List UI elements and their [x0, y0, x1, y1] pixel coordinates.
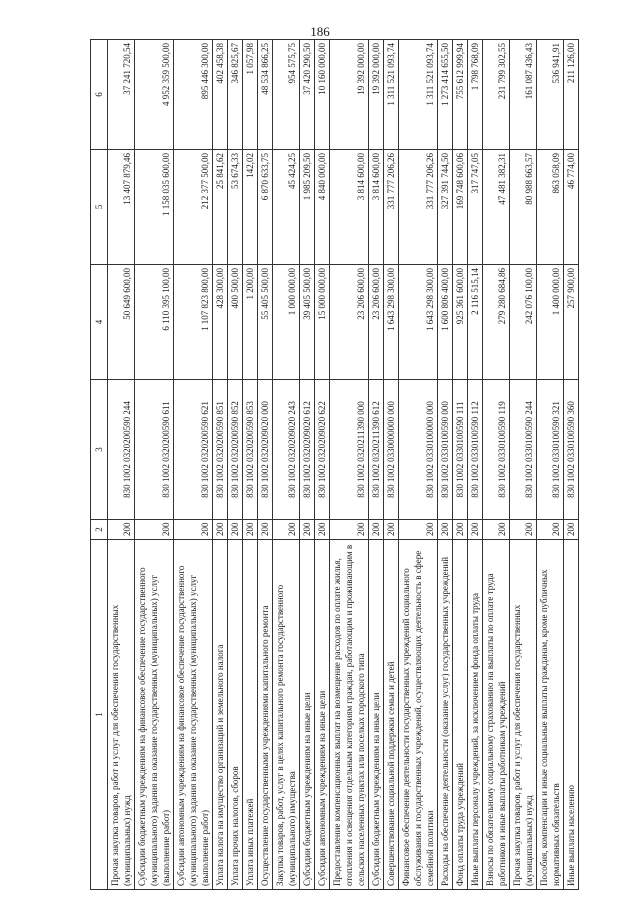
header-cell: 6 [91, 40, 108, 150]
row-col2-cell: 200 [174, 520, 213, 540]
row-col2-cell: 200 [300, 520, 315, 540]
row-name-cell: Финансовое обеспечение деятельности государственных учреждений социального обслуживания и государственных учреждений, осуществляющих деятельность в сфере семейной политики [399, 540, 438, 890]
row-name-cell: Уплата иных платежей [243, 540, 258, 890]
row-unexecuted-cell: 954 575,75 [273, 40, 300, 150]
row-executed-cell: 3 814 600,00 [369, 150, 384, 265]
row-col2-cell: 200 [213, 520, 228, 540]
row-executed-cell: 53 674,33 [228, 150, 243, 265]
row-col2-cell: 200 [564, 520, 579, 540]
row-code-cell: 830 1002 0330100590 244 [510, 380, 537, 520]
row-unexecuted-cell: 211 126,00 [564, 40, 579, 150]
row-unexecuted-cell: 1 798 768,09 [468, 40, 483, 150]
row-approved-cell: 6 110 395 100,00 [135, 265, 174, 380]
row-executed-cell: 142,02 [243, 150, 258, 265]
row-unexecuted-cell: 755 612 999,94 [453, 40, 468, 150]
row-name-cell: Субсидии автономным учреждениям на финансовое обеспечение государственного (муниципального) задания на оказание государственных (муниципальных) услуг (выполнение работ) [174, 540, 213, 890]
header-cell: 5 [91, 150, 108, 265]
row-code-cell: 830 1002 0320200590 244 [108, 380, 135, 520]
row-unexecuted-cell: 402 458,38 [213, 40, 228, 150]
row-executed-cell: 169 748 600,06 [453, 150, 468, 265]
row-code-cell: 830 1002 0320209020 622 [315, 380, 330, 520]
row-col2-cell: 200 [315, 520, 330, 540]
row-executed-cell: 47 481 382,31 [483, 150, 510, 265]
row-approved-cell: 15 000 000,00 [315, 265, 330, 380]
row-col2-cell: 200 [510, 520, 537, 540]
row-approved-cell: 39 405 500,00 [300, 265, 315, 380]
row-executed-cell: 863 058,09 [537, 150, 564, 265]
row-unexecuted-cell: 895 446 300,00 [174, 40, 213, 150]
row-col2-cell: 200 [468, 520, 483, 540]
row-col2-cell: 200 [273, 520, 300, 540]
row-col2-cell: 200 [453, 520, 468, 540]
row-code-cell: 830 1002 0320211390 612 [369, 380, 384, 520]
row-approved-cell: 257 900,00 [564, 265, 579, 380]
row-code-cell: 830 1002 0320209020 000 [258, 380, 273, 520]
header-cell: 3 [91, 380, 108, 520]
table-row [453, 40, 468, 890]
row-name-cell: Прочая закупка товаров, работ и услуг для обеспечения государственных (муниципальных) нужд [510, 540, 537, 890]
row-unexecuted-cell: 19 392 000,00 [330, 40, 369, 150]
row-executed-cell: 6 870 633,75 [258, 150, 273, 265]
row-code-cell: 830 1002 0330100590 360 [564, 380, 579, 520]
row-code-cell: 830 1002 0330100590 119 [483, 380, 510, 520]
row-unexecuted-cell: 1 311 521 093,74 [384, 40, 399, 150]
table-row [243, 40, 258, 890]
row-code-cell: 830 1002 0330100590 112 [468, 380, 483, 520]
row-executed-cell: 212 377 500,00 [174, 150, 213, 265]
row-name-cell: Иные выплаты населению [564, 540, 579, 890]
row-executed-cell: 1 158 035 600,00 [135, 150, 174, 265]
row-name-cell: Уплата налога на имущество организаций и земельного налога [213, 540, 228, 890]
row-name-cell: Субсидии бюджетным учреждениям на иные цели [300, 540, 315, 890]
row-code-cell: 830 1002 0320209020 243 [273, 380, 300, 520]
table-row [228, 40, 243, 890]
row-name-cell: Пособия, компенсации и иные социальные выплаты гражданам, кроме публичных нормативных обязательств [537, 540, 564, 890]
table-row [300, 40, 315, 890]
row-executed-cell: 3 814 600,00 [330, 150, 369, 265]
row-executed-cell: 13 407 879,46 [108, 150, 135, 265]
row-code-cell: 830 1002 0330100000 000 [399, 380, 438, 520]
row-approved-cell: 400 500,00 [228, 265, 243, 380]
table-row [135, 40, 174, 890]
table-row [213, 40, 228, 890]
row-approved-cell: 1 200,00 [243, 265, 258, 380]
row-code-cell: 830 1002 0320200590 851 [213, 380, 228, 520]
row-col2-cell: 200 [438, 520, 453, 540]
row-unexecuted-cell: 346 825,67 [228, 40, 243, 150]
row-executed-cell: 80 988 663,57 [510, 150, 537, 265]
row-approved-cell: 1 600 806 400,00 [438, 265, 453, 380]
row-col2-cell: 200 [483, 520, 510, 540]
row-code-cell: 830 1002 0320211390 000 [330, 380, 369, 520]
row-approved-cell: 1 000 000,00 [273, 265, 300, 380]
row-col2-cell: 200 [258, 520, 273, 540]
header-row [91, 40, 108, 890]
row-name-cell: Расходы на обеспечение деятельности (оказание услуг) государственных учреждений [438, 540, 453, 890]
row-name-cell: Субсидии бюджетным учреждениям на иные цели [369, 540, 384, 890]
budget-table [90, 39, 579, 890]
row-name-cell: Уплата прочих налогов, сборов [228, 540, 243, 890]
row-unexecuted-cell: 19 392 000,00 [369, 40, 384, 150]
row-approved-cell: 242 076 100,00 [510, 265, 537, 380]
row-unexecuted-cell: 1 311 521 093,74 [399, 40, 438, 150]
row-executed-cell: 331 777 206,26 [384, 150, 399, 265]
row-code-cell: 830 1002 0320200590 621 [174, 380, 213, 520]
row-approved-cell: 428 300,00 [213, 265, 228, 380]
header-cell: 4 [91, 265, 108, 380]
row-col2-cell: 200 [108, 520, 135, 540]
row-name-cell: Фонд оплаты труда учреждений [453, 540, 468, 890]
table-row [438, 40, 453, 890]
row-unexecuted-cell: 231 799 302,55 [483, 40, 510, 150]
row-approved-cell: 1 107 823 800,00 [174, 265, 213, 380]
row-code-cell: 830 1002 0330100590 000 [438, 380, 453, 520]
row-name-cell: Совершенствование социальной поддержки семьи и детей [384, 540, 399, 890]
table-row [258, 40, 273, 890]
row-executed-cell: 45 424,25 [273, 150, 300, 265]
table-row [369, 40, 384, 890]
row-col2-cell: 200 [243, 520, 258, 540]
header-cell: 1 [91, 540, 108, 890]
row-code-cell: 830 1002 0330100590 111 [453, 380, 468, 520]
row-col2-cell: 200 [135, 520, 174, 540]
header-cell: 2 [91, 520, 108, 540]
row-unexecuted-cell: 4 952 359 500,00 [135, 40, 174, 150]
row-name-cell: Предоставление компенсационных выплат на возмещение расходов по оплате жилья, отопления и освещения отдельным категориям граждан, работающим и проживающим в сельских населенных пунктах или поселках городского типа [330, 540, 369, 890]
row-code-cell: 830 1002 0320200590 611 [135, 380, 174, 520]
row-executed-cell: 317 747,05 [468, 150, 483, 265]
row-col2-cell: 200 [228, 520, 243, 540]
row-approved-cell: 23 206 600,00 [369, 265, 384, 380]
row-executed-cell: 25 841,62 [213, 150, 228, 265]
row-executed-cell: 327 391 744,50 [438, 150, 453, 265]
row-approved-cell: 55 405 500,00 [258, 265, 273, 380]
row-approved-cell: 50 649 600,00 [108, 265, 135, 380]
row-col2-cell: 200 [399, 520, 438, 540]
row-code-cell: 830 1002 0330100590 321 [537, 380, 564, 520]
row-unexecuted-cell: 37 241 720,54 [108, 40, 135, 150]
row-unexecuted-cell: 536 941,91 [537, 40, 564, 150]
table-row [330, 40, 369, 890]
row-name-cell: Субсидии бюджетным учреждениям на финансовое обеспечение государственного (муниципального) задания на оказание государственных (муниципальных) услуг (выполнение работ) [135, 540, 174, 890]
row-executed-cell: 4 840 000,00 [315, 150, 330, 265]
row-unexecuted-cell: 48 534 866,25 [258, 40, 273, 150]
row-approved-cell: 23 206 600,00 [330, 265, 369, 380]
row-approved-cell: 1 643 298 300,00 [384, 265, 399, 380]
row-executed-cell: 331 777 206,26 [399, 150, 438, 265]
table-row [315, 40, 330, 890]
table-row [537, 40, 564, 890]
row-name-cell: Прочая закупка товаров, работ и услуг для обеспечения государственных (муниципальных) нужд [108, 540, 135, 890]
row-executed-cell: 46 774,00 [564, 150, 579, 265]
row-code-cell: 830 1002 0330000000 000 [384, 380, 399, 520]
table-row [384, 40, 399, 890]
row-approved-cell: 925 361 600,00 [453, 265, 468, 380]
row-name-cell: Закупка товаров, работ, услуг в целях капитального ремонта государственного (муниципального) имущества [273, 540, 300, 890]
row-name-cell: Взносы по обязательному социальному страхованию на выплаты по оплате труда работников и иные выплаты работникам учреждений [483, 540, 510, 890]
row-unexecuted-cell: 37 420 290,50 [300, 40, 315, 150]
row-approved-cell: 2 116 515,14 [468, 265, 483, 380]
table-row [564, 40, 579, 890]
row-approved-cell: 279 280 684,86 [483, 265, 510, 380]
row-unexecuted-cell: 10 160 000,00 [315, 40, 330, 150]
row-code-cell: 830 1002 0320200590 852 [228, 380, 243, 520]
page-number: 186 [310, 24, 330, 39]
row-col2-cell: 200 [330, 520, 369, 540]
row-unexecuted-cell: 1 057,98 [243, 40, 258, 150]
row-col2-cell: 200 [384, 520, 399, 540]
row-unexecuted-cell: 1 273 414 655,50 [438, 40, 453, 150]
table-row [174, 40, 213, 890]
row-col2-cell: 200 [369, 520, 384, 540]
table-row [108, 40, 135, 890]
table-row [399, 40, 438, 890]
row-unexecuted-cell: 161 087 436,43 [510, 40, 537, 150]
table-row [483, 40, 510, 890]
table-row [273, 40, 300, 890]
row-approved-cell: 1 643 298 300,00 [399, 265, 438, 380]
row-name-cell: Субсидии автономным учреждениям на иные цели [315, 540, 330, 890]
row-code-cell: 830 1002 0320200590 853 [243, 380, 258, 520]
row-col2-cell: 200 [537, 520, 564, 540]
row-approved-cell: 1 400 000,00 [537, 265, 564, 380]
row-name-cell: Иные выплаты персоналу учреждений, за исключением фонда оплаты труда [468, 540, 483, 890]
row-code-cell: 830 1002 0320209020 612 [300, 380, 315, 520]
table-row [510, 40, 537, 890]
row-executed-cell: 1 985 209,50 [300, 150, 315, 265]
table-row [468, 40, 483, 890]
row-name-cell: Осуществление государственными учреждениями капитального ремонта [258, 540, 273, 890]
rotated-table-wrapper [90, 40, 610, 890]
